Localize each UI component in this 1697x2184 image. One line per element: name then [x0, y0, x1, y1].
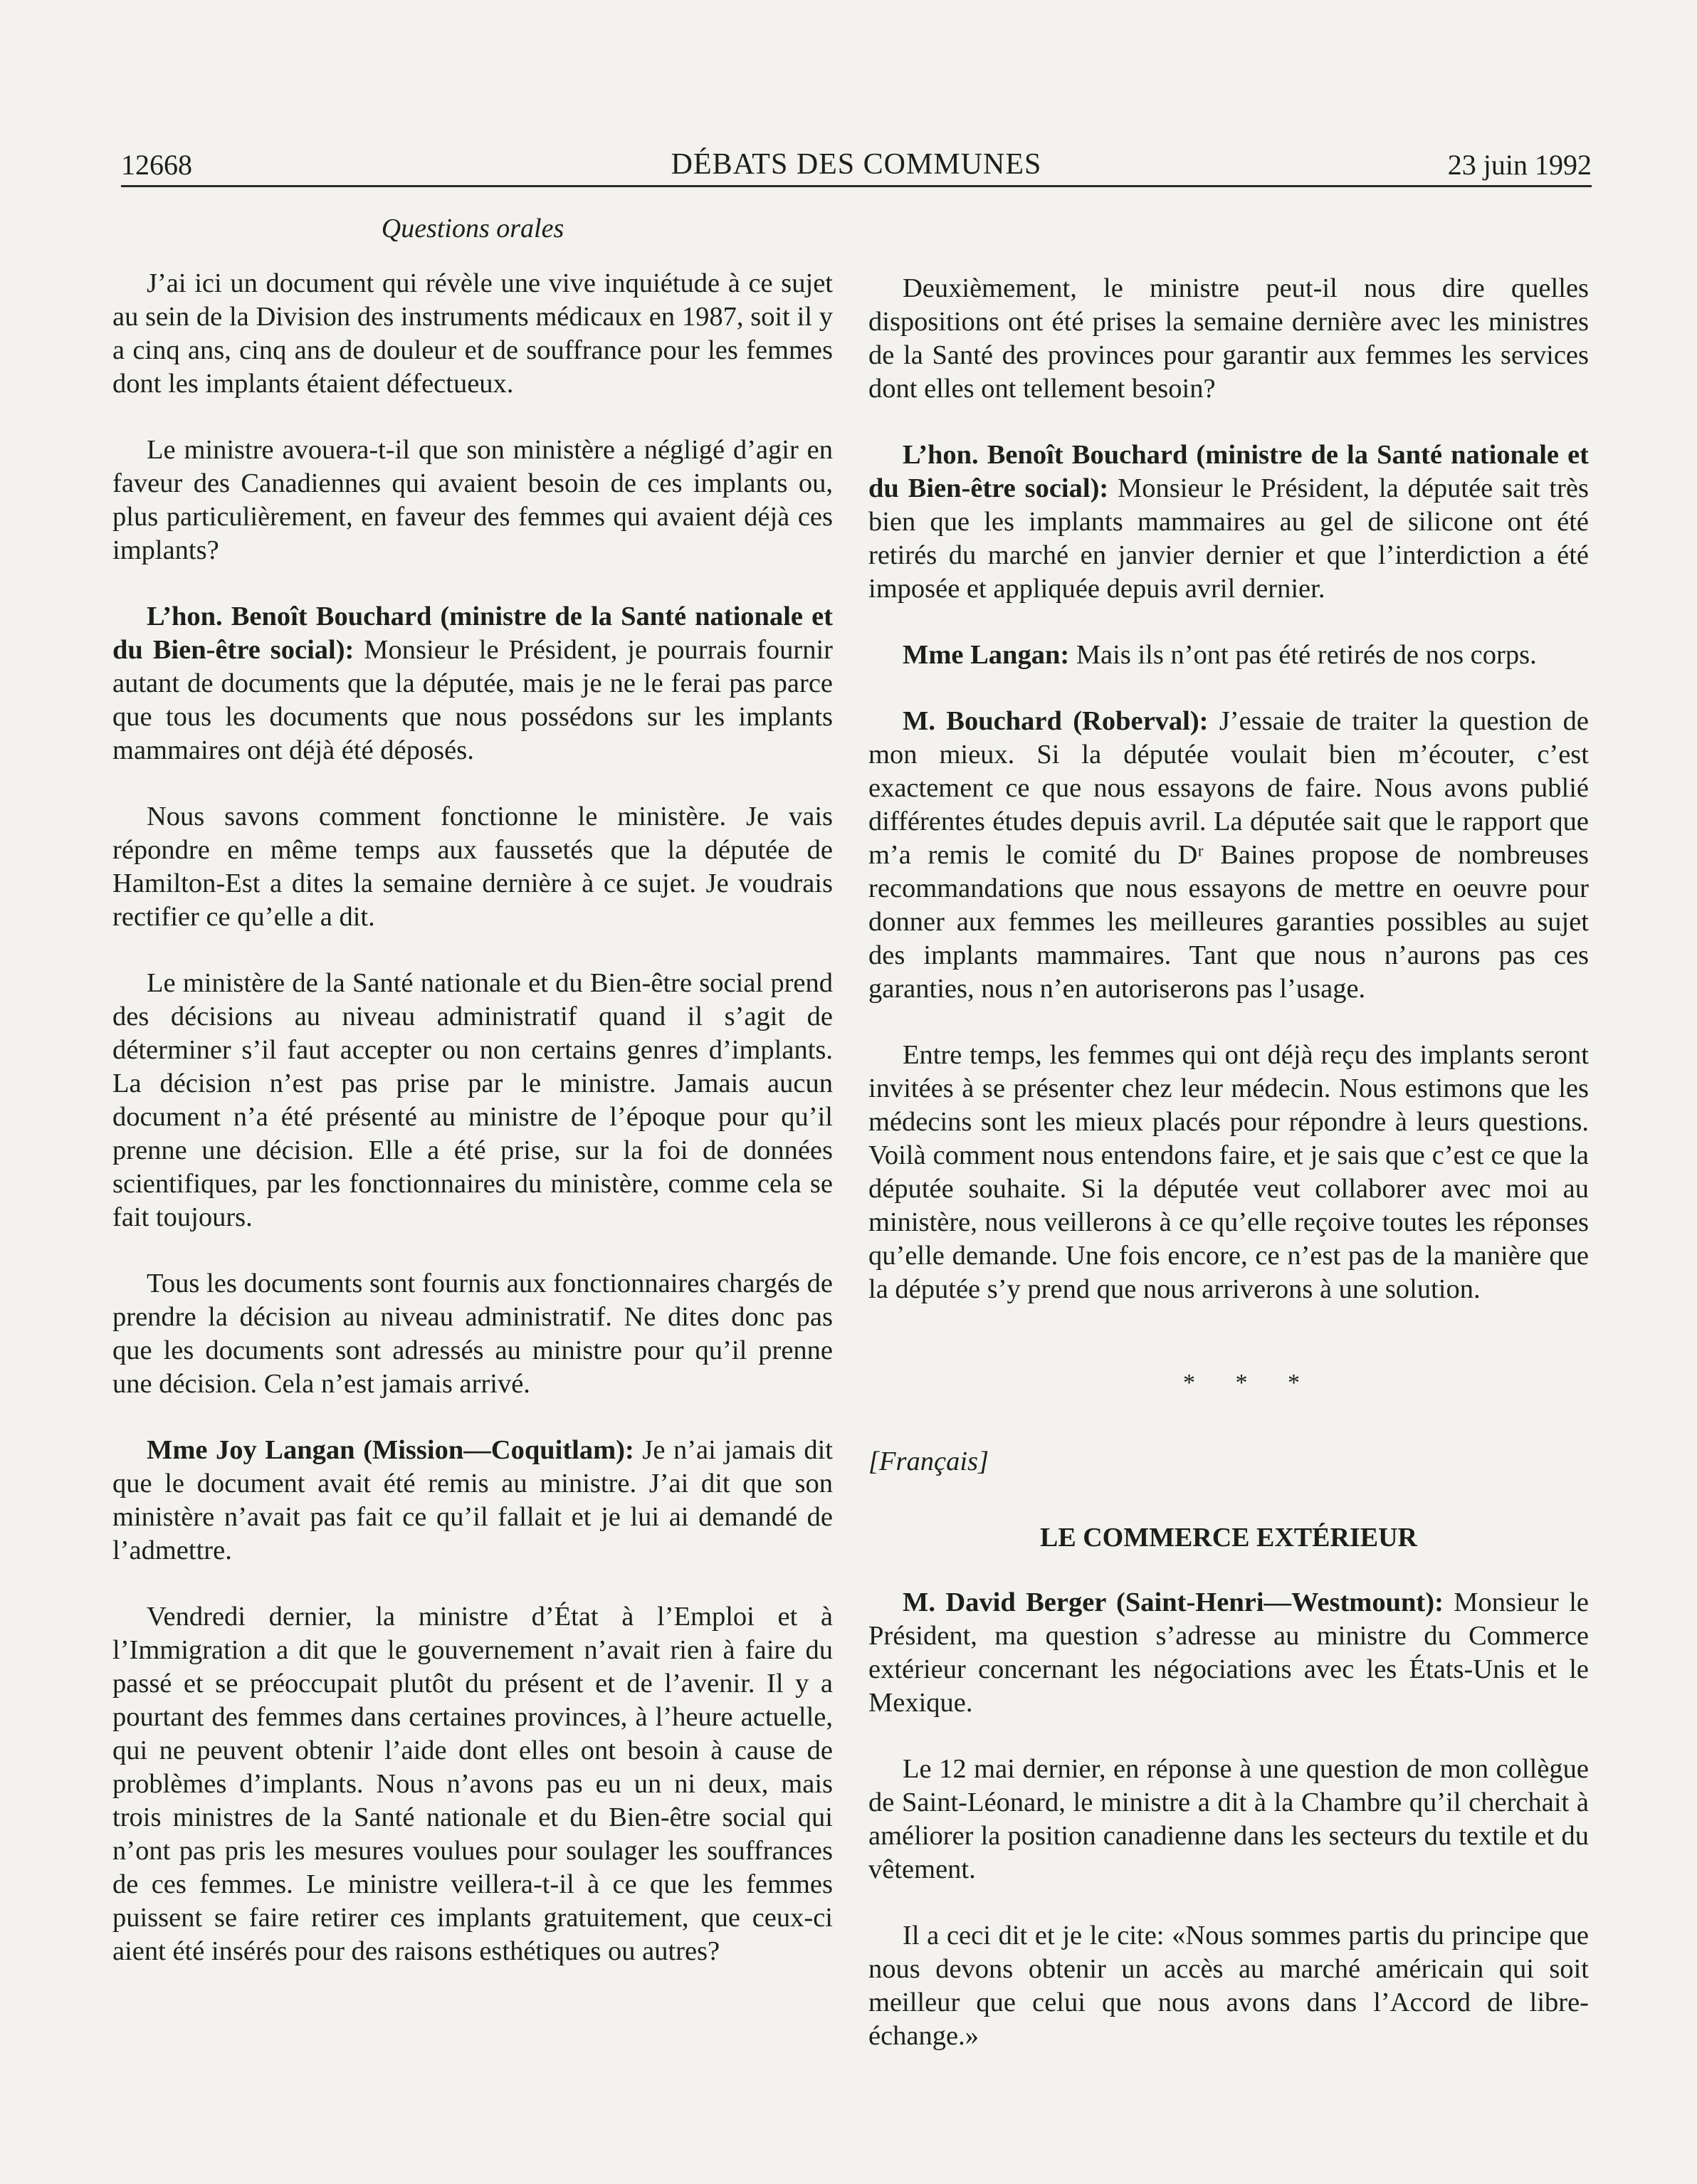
speaker-name: L’hon. Benoît Bouchard (ministre de la Santé nationale et du Bien-être social):: [112, 602, 833, 665]
speaker-name: L’hon. Benoît Bouchard (ministre de la Santé nationale et du Bien-être social):: [868, 440, 1589, 503]
paragraph-text: Deuxièmement, le ministre peut-il nous dire quelles dispositions ont été prises la semaine dernière avec les ministres de la Santé des provinces pour garantir aux femmes les services dont elles ont tellement besoin?: [868, 273, 1589, 404]
paragraph-text: Le ministère de la Santé nationale et du Bien-être social prend des décisions au niveau administratif quand il s’agit de déterminer s’il faut accepter ou non certains genres d’implants. La décision n’est pas prise par le ministre. Jamais aucun document n’a été présenté au ministre de l’époque pour qu’il prenne une décision. Elle a été prise, sur la foi de données scientifiques, par les fonctionnaires du ministère, comme cela se fait toujours.: [112, 968, 833, 1232]
paragraph-text: Monsieur le Président, je pourrais fournir autant de documents que la députée, mais je ne le ferai pas parce que tous les documents que nous possédons sur les implants mammaires ont déjà été déposés.: [112, 635, 833, 765]
speaker-name: Mme Langan:: [903, 640, 1070, 670]
page-date: 23 juin 1992: [1447, 149, 1592, 181]
paragraph: [868, 1586, 1589, 1720]
section-label: Questions orales: [381, 214, 564, 243]
speaker-name: Mme Joy Langan (Mission—Coquitlam):: [147, 1435, 634, 1465]
paragraph: [112, 1600, 833, 1968]
page-number: 12668: [121, 149, 192, 181]
paragraph-text: Entre temps, les femmes qui ont déjà reçu des implants seront invitées à se présenter chez leur médecin. Nous estimons que les médecins sont les mieux placés pour répondre à leurs questions. Voilà comment nous entendons faire, et je sais que c’est ce que la députée souhaite. Si la députée veut collaborer avec moi au ministère, nous veillerons à ce qu’elle reçoive toutes les réponses qu’elle demande. Une fois encore, ce n’est pas de la manière que la députée s’y prend que nous arriverons à une solution.: [868, 1040, 1589, 1304]
paragraph-text: Monsieur le Président, ma question s’adresse au ministre du Commerce extérieur concernant les négociations avec les États-Unis et le Mexique.: [868, 1587, 1590, 1718]
paragraph: [112, 1434, 833, 1568]
language-marker: [Français]: [868, 1447, 989, 1476]
paragraph: [868, 1753, 1589, 1886]
paragraph: [868, 1919, 1589, 2053]
paragraph-text: J’ai ici un document qui révèle une vive inquiétude à ce sujet au sein de la Division des instruments médicaux en 1987, soit il y a cinq ans, cinq ans de douleur et de souffrance pour les femmes dont les implants étaient défectueux.: [112, 268, 833, 399]
paragraph: [868, 705, 1589, 1006]
paragraph: [868, 639, 1589, 672]
left-column: [112, 212, 833, 2001]
paragraph-text: Tous les documents sont fournis aux fonctionnaires chargés de prendre la décision au niveau administratif. Ne dites donc pas que les documents sont adressés au ministre pour qu’il prenne une décision. Cela n’est jamais arrivé.: [112, 1269, 833, 1399]
paragraph: [112, 267, 833, 401]
paragraph: [112, 800, 833, 934]
paragraph: [112, 1267, 833, 1401]
paragraph-text: Je n’ai jamais dit que le document avait été remis au ministre. J’ai dit que son ministère n’avait pas fait ce qu’il fallait et je lui ai demandé de l’admettre.: [112, 1435, 834, 1565]
paragraph-text: J’essaie de traiter la question de mon mieux. Si la députée voulait bien m’écouter, c’est exactement ce que nous essayons de faire. Nous avons publié différentes études depuis avril. La députée sait que le rapport que m’a remis le comité du Dʳ Baines propose de nombreuses recommandations que nous essayons de mettre en oeuvre pour donner aux femmes les meilleures garanties possibles au sujet des implants mammaires. Tant que nous n’aurons pas ces garanties, nous n’en autoriserons pas l’usage.: [868, 706, 1590, 1004]
paragraph-text: Le ministre avouera-t-il que son ministère a négligé d’agir en faveur des Canadiennes qui avaient besoin de ces implants ou, plus particulièrement, en faveur des femmes qui avaient déjà ces implants?: [112, 435, 833, 565]
paragraph-text: Le 12 mai dernier, en réponse à une question de mon collègue de Saint-Léonard, le ministre a dit à la Chambre qu’il cherchait à améliorer la position canadienne dans les secteurs du textile et du vêtement.: [868, 1754, 1589, 1884]
paragraph: [112, 600, 833, 767]
paragraph-text: Mais ils n’ont pas été retirés de nos corps.: [1076, 640, 1537, 670]
paragraph: [868, 1039, 1589, 1306]
section-separator: * * *: [1183, 1370, 1317, 1396]
right-column: [868, 272, 1589, 2086]
paragraph-text: Nous savons comment fonctionne le ministère. Je vais répondre en même temps aux faussetés que la députée de Hamilton-Est a dites la semaine dernière à ce sujet. Je voudrais rectifier ce qu’elle a dit.: [112, 802, 833, 932]
paragraph-text: Vendredi dernier, la ministre d’État à l’Emploi et à l’Immigration a dit que le gouvernement n’avait rien à faire du passé et se préoccupait plutôt du présent et de l’avenir. Il y a pourtant des femmes dans certaines provinces, à l’heure actuelle, qui ne peuvent obtenir l’aide dont elles ont besoin à cause de problèmes d’implants. Nous n’avons pas eu un ni deux, mais trois ministres de la Santé nationale et du Bien-être social qui n’ont pas pris les mesures voulues pour soulager les souffrances de ces femmes. Le ministre veillera-t-il à ce que les femmes puissent se faire retirer ces implants gratuitement, que ceux-ci aient été insérés pour des raisons esthétiques ou autres?: [112, 1602, 833, 1966]
publication-title: DÉBATS DES COMMUNES: [671, 148, 1042, 181]
paragraph: [112, 434, 833, 567]
speaker-name: M. David Berger (Saint-Henri—Westmount):: [903, 1587, 1444, 1617]
paragraph: [868, 272, 1589, 406]
paragraph: [112, 967, 833, 1234]
paragraph-text: Il a ceci dit et je le cite: «Nous sommes partis du principe que nous devons obtenir un accès au marché américain qui soit meilleur que celui que nous avons dans l’Accord de libre-échange.»: [868, 1921, 1589, 2051]
paragraph: [868, 439, 1589, 606]
paragraph-text: Monsieur le Président, la députée sait très bien que les implants mammaires au gel de silicone ont été retirés du marché en janvier dernier et que l’interdiction a été imposée et appliquée depuis avril dernier.: [868, 473, 1589, 604]
page-header: [121, 142, 1592, 187]
rubric-heading: LE COMMERCE EXTÉRIEUR: [1040, 1523, 1417, 1553]
speaker-name: M. Bouchard (Roberval):: [903, 706, 1209, 736]
